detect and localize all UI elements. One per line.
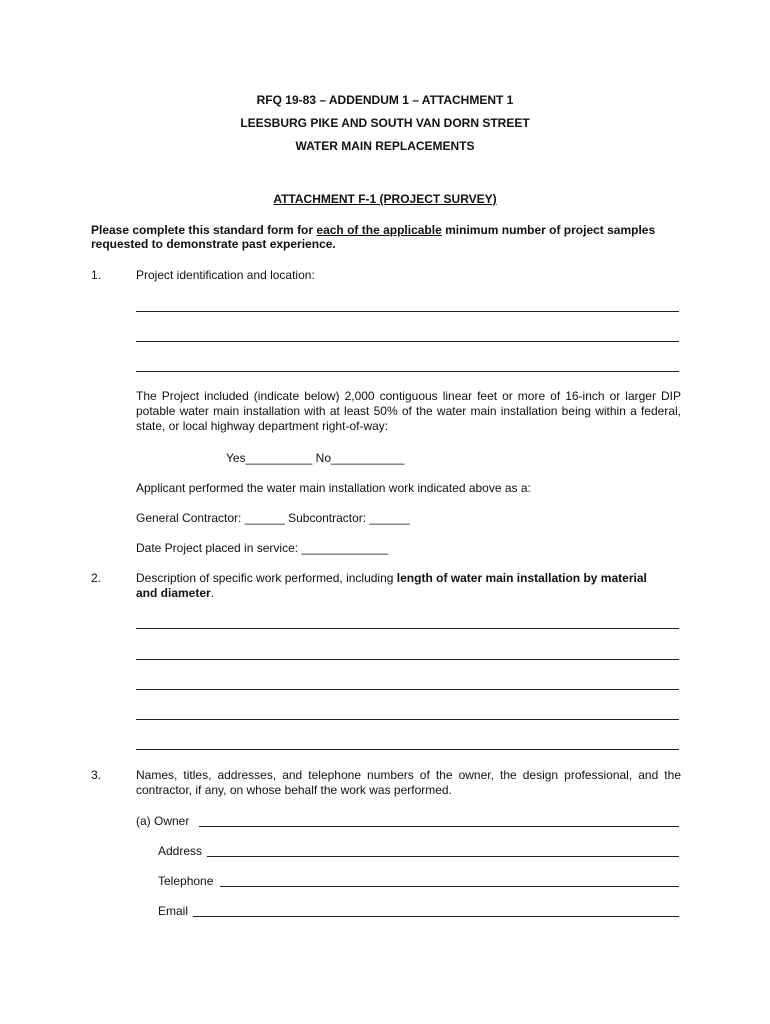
telephone-label: Telephone — [158, 874, 214, 888]
contractor-field[interactable]: General Contractor: ______ Subcontractor: ______ — [136, 511, 410, 525]
header-line-2: LEESBURG PIKE AND SOUTH VAN DORN STREET — [240, 116, 530, 130]
work-description-line-1[interactable] — [136, 628, 679, 629]
instructions-line-1 — [91, 223, 681, 238]
item-2-text: Description of specific work performed, including — [136, 571, 397, 585]
item-1-number: 1. — [91, 268, 102, 282]
yes-no-field[interactable]: Yes__________ No___________ — [226, 451, 405, 465]
item-2-line-1 — [136, 571, 647, 586]
instructions-line-2: requested to demonstrate past experience. — [91, 237, 336, 251]
project-id-field-line-3[interactable] — [136, 371, 679, 372]
instructions-emphasis: each of the applicable — [316, 223, 442, 237]
attachment-title: ATTACHMENT F-1 (PROJECT SURVEY) — [273, 192, 497, 206]
address-field[interactable] — [207, 856, 679, 857]
project-id-field-line-2[interactable] — [136, 341, 679, 342]
date-in-service-field[interactable]: Date Project placed in service: _____________ — [136, 541, 389, 555]
work-description-line-5[interactable] — [136, 749, 679, 750]
work-description-line-2[interactable] — [136, 659, 679, 660]
instructions-part-1: Please complete this standard form for — [91, 223, 317, 237]
item-3-number: 3. — [91, 768, 102, 782]
work-description-line-4[interactable] — [136, 719, 679, 720]
item-2-line-2 — [136, 586, 214, 601]
item-2-bold-1: length of water main installation by material — [396, 571, 647, 585]
email-field[interactable] — [193, 916, 679, 917]
work-description-line-3[interactable] — [136, 689, 679, 690]
item-2-bold-2: and diameter — [136, 586, 211, 600]
item-2-period: . — [210, 586, 215, 600]
email-label: Email — [158, 904, 189, 918]
address-label: Address — [158, 844, 203, 858]
item-2-number: 2. — [91, 571, 102, 585]
item-3-text: Names, titles, addresses, and telephone numbers of the owner, the design professional, and the contractor, if any, on whose behalf the work was performed. — [136, 768, 681, 797]
project-included-text: The Project included (indicate below) 2,000 contiguous linear feet or more of 16-inch or larger DIP potable water main installation with at least 50% of the water main installation being within a federal, state, or local highway department right-of-way: — [136, 389, 681, 433]
header-line-1: RFQ 19-83 – ADDENDUM 1 – ATTACHMENT 1 — [256, 93, 514, 107]
header-line-3: WATER MAIN REPLACEMENTS — [295, 139, 475, 153]
owner-label: (a) Owner — [136, 814, 190, 828]
owner-field[interactable] — [199, 826, 679, 827]
telephone-field[interactable] — [220, 886, 679, 887]
item-1-label: Project identification and location: — [136, 268, 315, 282]
applicant-text: Applicant performed the water main installation work indicated above as a: — [136, 481, 531, 495]
project-id-field-line-1[interactable] — [136, 311, 679, 312]
instructions-part-3: minimum number of project samples — [441, 223, 656, 237]
